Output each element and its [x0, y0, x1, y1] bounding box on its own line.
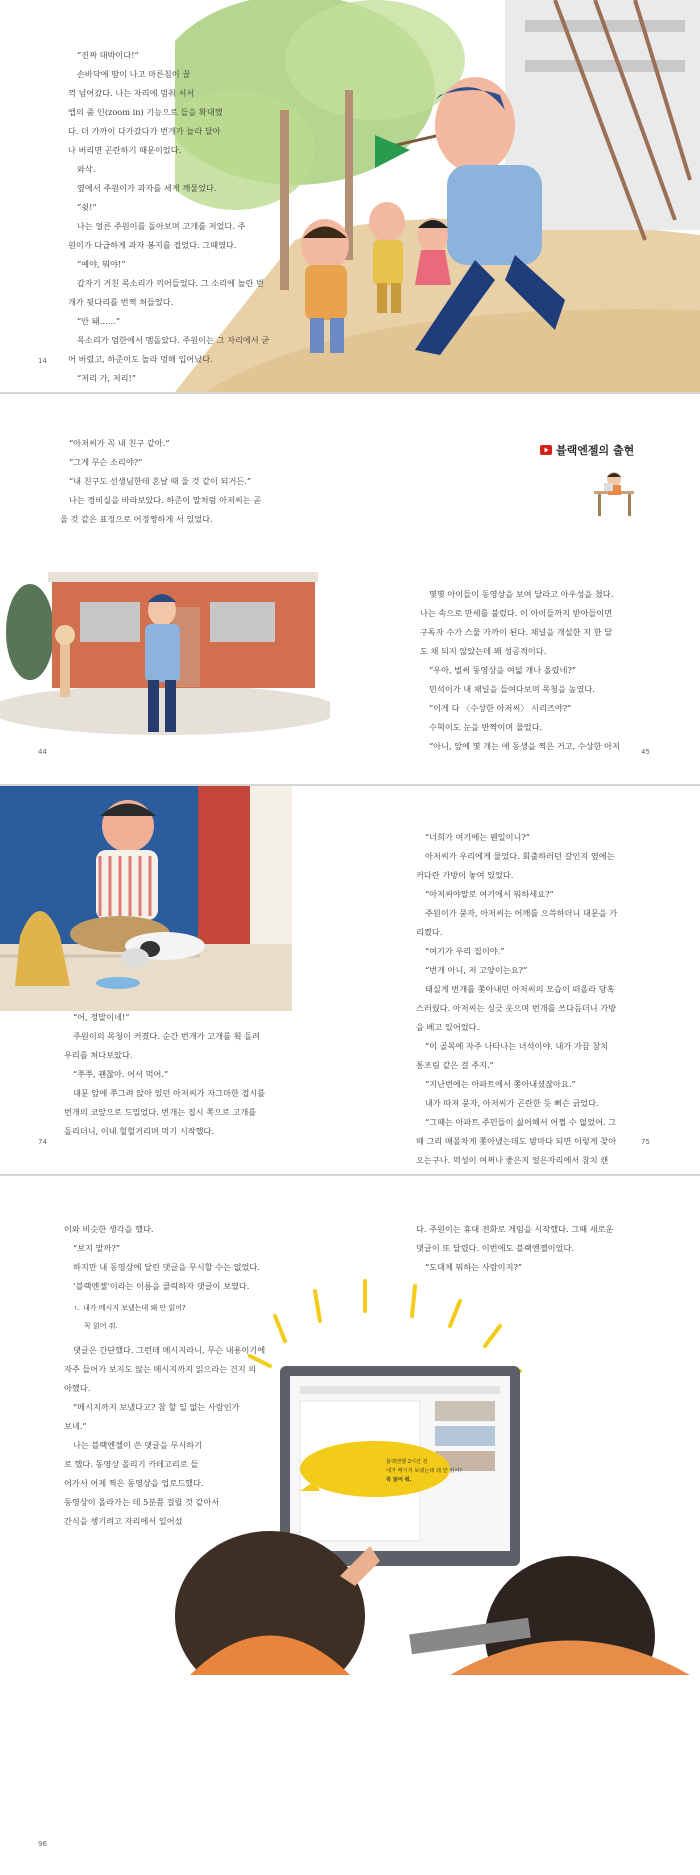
- text-line: “이게 다 〈수상한 아저씨〉 시리즈야?”: [429, 703, 572, 713]
- text-line: 태실게 번개를 쫓아내던 아저씨의 모습이 떠올라 당혹: [425, 984, 615, 994]
- spread-page-14: [0, 0, 700, 392]
- text-line: 개가 뒷다리를 번쩍 쳐들었다.: [68, 297, 174, 307]
- text-line: 울 것 같은 표정으로 어정쩡하게 서 있었다.: [60, 514, 213, 524]
- text-line: “어, 정말이네!”: [73, 1012, 130, 1022]
- comment-text-2: 꼭 읽어 줘.: [84, 1322, 118, 1330]
- chapter-badge: [540, 442, 634, 458]
- text-line: 다. 더 가까이 다가갔다가 번개가 놀라 달아: [68, 126, 221, 136]
- text-line: “번개 아니, 저 고양이는요?”: [425, 965, 528, 975]
- text-line: “쭈쭈, 괜찮아. 어서 먹어.”: [73, 1069, 169, 1079]
- text-line: “저리 가, 저리!”: [77, 373, 137, 383]
- bubble-comment: 내가 메시지 보냈는데 왜 안 읽어?: [386, 1468, 463, 1474]
- text-line: 번개의 코앞으로 드밀었다. 번개는 접시 쪽으로 고개를: [64, 1107, 257, 1117]
- text-line: “여기가 우리 집이야.”: [425, 946, 505, 956]
- spread-pages-44-45: [0, 394, 700, 784]
- text-line: 아했다.: [64, 1383, 91, 1393]
- text-line: “메시지까지 보냈다고? 참 할 일 없는 사람인가: [73, 1402, 240, 1412]
- text-line: 와삭.: [77, 164, 96, 174]
- text-line: 보네.”: [64, 1421, 87, 1431]
- text-line: 갑자기 거친 목소리가 끼어들었다. 그 소리에 놀란 번: [77, 278, 264, 288]
- text-line: “도대체 뭐하는 사람이지?”: [425, 1262, 523, 1272]
- text-line: “쉿!”: [77, 202, 97, 212]
- text-line: 을 베고 있어었다.: [416, 1022, 480, 1032]
- text-line: 자주 들어가 보지도 않는 메시지까지 읽으라는 건지 의: [64, 1364, 257, 1374]
- page-14-body-text: [68, 46, 269, 388]
- bubble-comment-2: 꼭 읽어 줘.: [386, 1477, 412, 1483]
- text-line: “아저씨야말로 여기에서 뭐하세요?”: [425, 889, 554, 899]
- spread-pages-74-75: [0, 786, 700, 1174]
- text-line: 주원이의 목청이 커졌다. 순간 번개가 고개를 휙 돌려: [73, 1031, 260, 1041]
- text-line: 나는 얼른 주원이를 돌아보며 고개를 저었다. 주: [77, 221, 246, 231]
- text-line: 댓글이 또 달렸다. 이번에도 블랙엔젤이었다.: [416, 1243, 574, 1253]
- page-74-body-text: [64, 1008, 265, 1141]
- text-line: “그때는 아파트 주민들이 싫어해서 어쩔 수 없었어. 그: [425, 1117, 617, 1127]
- bubble-author: 블랙엔젤 2시간 전: [386, 1459, 428, 1465]
- text-line: 어가서 어제 찍은 동영상을 업로드했다.: [64, 1478, 204, 1488]
- text-line: 이와 비슷한 생각을 했다.: [64, 1224, 154, 1234]
- text-line: 우리를 쳐다보았다.: [64, 1050, 133, 1060]
- text-line: “이 골목에 자주 나타나는 녀석이야. 내가 가끔 참치: [425, 1041, 609, 1051]
- text-line: 나 버리면 곤란하기 때문이었다.: [68, 145, 182, 155]
- text-line: 돌리더니, 이내 헐헐거리며 먹기 시작했다.: [64, 1126, 215, 1136]
- page-number-left: 44: [38, 748, 47, 756]
- text-line: 리켰다.: [416, 927, 443, 937]
- text-line: “너희가 여기에는 웬일이니?”: [425, 832, 530, 842]
- page-97-body-text: [416, 1220, 613, 1277]
- text-line: 손바닥에 땀이 나고 마른침이 꿀: [77, 69, 191, 79]
- chapter-title: 블랙엔젤의 출현: [556, 444, 635, 457]
- page-96-body-text: [64, 1220, 260, 1296]
- page-number: 14: [38, 357, 47, 365]
- text-line: 커다란 가방이 놓여 있었다.: [416, 870, 514, 880]
- text-line: 도 채 되지 않았는데 꽤 성공적이다.: [420, 646, 547, 656]
- text-line: 옆에서 주원이가 과자를 세게 깨물었다.: [77, 183, 217, 193]
- text-line: 민석이가 내 채널을 들여다보며 목청을 높였다.: [429, 684, 595, 694]
- text-line: “보지 말까?”: [73, 1243, 121, 1253]
- text-line: 동영상이 올라가는 데 5분쯤 걸릴 것 같아서: [64, 1497, 220, 1507]
- page-96-body-text-2: [64, 1341, 265, 1531]
- boy-at-desk-illustration: [592, 469, 640, 519]
- text-line: “안 돼……”: [77, 316, 121, 326]
- text-line: 나는 속으로 만세를 불렀다. 이 아이들까지 받아들이면: [420, 608, 613, 618]
- page-number-right: 45: [641, 748, 650, 756]
- text-line: 앱의 줌 인(zoom in) 기능으로 들을 확대했: [68, 107, 223, 117]
- text-line: 나는 블랙엔젤이 쓴 댓글을 무시하기: [73, 1440, 203, 1450]
- text-line: “아저씨가 꼭 내 친구 같아.”: [69, 438, 170, 448]
- text-line: “지난번에는 아파트에서 쫓아내셨잖아요.”: [425, 1079, 576, 1089]
- text-line: “그게 무슨 소리야?”: [69, 457, 143, 467]
- text-line: 구독자 수가 스물 가까이 된다. 채널을 개설한 지 한 달: [420, 627, 613, 637]
- text-line: 때 그리 매몰차게 쫓아냈는데도 밤마다 되면 이렇게 찾아: [416, 1136, 617, 1146]
- page-75-body-text: [416, 828, 617, 1170]
- comment-text: ㄴ 내가 메시지 보냈는데 왜 안 읽어?: [74, 1304, 186, 1312]
- text-line: 몇몇 아이들이 동영상을 보여 달라고 아우성을 쳤다.: [429, 589, 614, 599]
- text-line: 다. 주원이는 휴대 전화로 게임을 시작했다. 그때 새로운: [416, 1224, 614, 1234]
- text-line: 수혁이도 눈을 반짝이며 물었다.: [429, 722, 543, 732]
- man-feeding-cat-illustration: [0, 786, 292, 1011]
- text-line: 로 했다. 동영상 올리기 카테고리로 들: [64, 1459, 199, 1469]
- spread-page-96: [0, 1176, 700, 1875]
- reply-comment: [74, 1299, 186, 1335]
- text-line: 어 버렸고, 하준이도 놀라 멍해 입어났다.: [68, 354, 213, 364]
- text-line: 하지만 내 동영상에 달린 댓글을 무시할 수는 없었다.: [73, 1262, 260, 1272]
- comment-bubble: [386, 1458, 524, 1485]
- page-number-right: 75: [641, 1138, 650, 1146]
- text-line: 아저씨가 우리에게 물었다. 회출하러던 갈인지 옆에는: [425, 851, 615, 861]
- text-line: “내 친구도 선생님한테 혼날 때 울 것 같이 되거든.”: [69, 476, 252, 486]
- text-line: “예야, 뭐야!”: [77, 259, 126, 269]
- text-line: 원이가 다급하게 과자 봉지를 접었다. 그때였다.: [68, 240, 237, 250]
- guard-booth-illustration: [0, 562, 330, 737]
- text-line: 대문 앞에 쭈그려 앉아 있던 아저씨가 자그마한 접시를: [73, 1088, 266, 1098]
- text-line: “아니, 앞에 몇 개는 애 동생을 찍은 거고, 수상한 아저: [429, 741, 620, 751]
- text-line: 내가 따져 묻자, 아저씨가 곤란한 듯 뻐슨 긁었다.: [425, 1098, 599, 1108]
- text-line: “우아, 벌써 동영상을 여덟 개나 올렸네?”: [429, 665, 577, 675]
- text-line: 통조림 같은 걸 주지.”: [416, 1060, 494, 1070]
- text-line: 꺽 넘어갔다. 나는 자리에 멈춰 서서: [68, 88, 195, 98]
- page-45-body-text: [420, 585, 620, 756]
- page-number: 96: [38, 1840, 47, 1848]
- text-line: “진짜 대박이다!”: [77, 50, 139, 60]
- text-line: 나는 경비실을 바라보았다. 하준이 말처럼 아저씨는 곧: [69, 495, 262, 505]
- text-line: 댓글은 간단했다. 그런데 메시지라니, 무슨 내용이기에: [73, 1345, 266, 1355]
- page-number-left: 74: [38, 1138, 47, 1146]
- text-line: 간식을 챙기려고 자리에서 일어섰: [64, 1516, 183, 1526]
- text-line: 스러웠다. 아저씨는 싱긋 웃으며 번개를 쓰다듬더니 가방: [416, 1003, 617, 1013]
- text-line: 주원이가 묻자, 아저씨는 어깨를 으쓱하더니 대문을 가: [425, 908, 618, 918]
- play-icon: [540, 445, 552, 455]
- page-44-body-text: [60, 434, 261, 529]
- text-line: ‘블랙엔젤’이라는 이름을 클릭하자 댓글이 보였다.: [73, 1281, 250, 1291]
- text-line: 목소리가 엄한에서 멤돌았다. 주원이는 그 자리에서 굳: [77, 335, 270, 345]
- text-line: 오는구나. 먹성이 여쩌나 좋은지 얼은자리에서 참치 캔: [416, 1155, 609, 1165]
